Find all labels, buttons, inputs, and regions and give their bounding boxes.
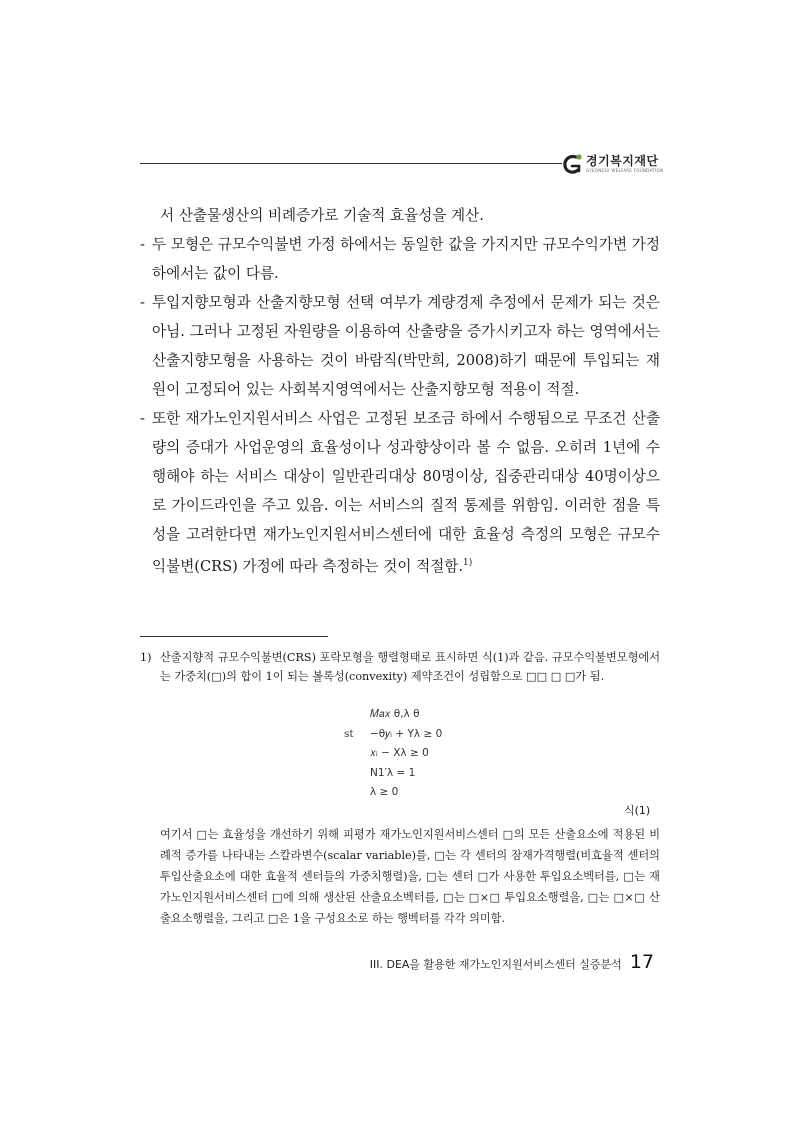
page-footer bbox=[370, 951, 654, 973]
org-name: 경기복지재단 bbox=[586, 153, 659, 168]
equation-label: 식(1) bbox=[624, 804, 651, 817]
bullet-text: 두 모형은 규모수익불변 가정 하에서는 동일한 값을 가지지만 규모수익가변 가정 하에서는 값이 다름. bbox=[152, 236, 660, 282]
formula-line: 𝑥ᵢ − Xλ ≥ 0 bbox=[370, 747, 429, 759]
bullet-text: 또한 재가노인지원서비스 사업은 고정된 보조금 하에서 수행됨으로 무조건 산출량의 증대가 사업운영의 효율성이나 성과향상이라 볼 수 없음. 오히려 1년에 수행해야 하는 서비스 대상이 일반관리대상 80명이상, 집중관리대상 40명이상으로 가이드라인을 주고 있음. 이는 서비스의 질적 통제를 위함임. 이러한 점을 특성을 고려한다면 재가노인지원서비스센터에 대한 효율성 측정의 모형은 규모수익불변(CRS) 가정에 따라 측정하는 것이 적절함. bbox=[152, 410, 660, 575]
footnote bbox=[140, 648, 660, 686]
body-text bbox=[140, 201, 660, 581]
org-sub: GYEONGGI WELFARE FOUNDATION bbox=[586, 167, 664, 173]
formula-line: N1′λ = 1 bbox=[370, 766, 416, 779]
footnote-rule bbox=[140, 636, 328, 637]
foundation-logo-icon bbox=[562, 152, 584, 176]
bullet-item bbox=[140, 230, 660, 288]
formula bbox=[344, 705, 660, 803]
formula-line: 𝑀𝑎𝑥 θ,λ θ bbox=[370, 708, 420, 720]
footnote-number: 1) bbox=[140, 651, 152, 664]
chapter-title: III. DEA을 활용한 재가노인지원서비스센터 실증분석 bbox=[369, 958, 622, 971]
formula-description: 여기서 □는 효율성을 개선하기 위해 피평가 재가노인지원서비스센터 □의 모든 산출요소에 적용된 비례적 증가를 나타내는 스칼라변수(scalar variable)를, □는 각 센터의 잠재가격행렬(비효율적 센터의 투입산출요소에 대한 효율적 센터들의 가중치행렬)을, □는 센터 □가 사용한 투입요소벡터를, □는 재가노인지원서비스센터 □에 의해 생산된 산출요소벡터를, □는 □×□ 투입요소행렬을, □는 □×□ 산출요소행렬을, 그리고 □은 1을 구성요소로 하는 행벡터를 각각 의미함. bbox=[160, 828, 660, 925]
bullet-dash: - bbox=[140, 294, 145, 311]
paragraph: 서 산출물생산의 비례증가로 기술적 효율성을 계산. bbox=[160, 207, 484, 224]
formula-line: st −θ𝑦ᵢ + Yλ ≥ 0 bbox=[344, 727, 443, 740]
bullet-item bbox=[140, 404, 660, 581]
bullet-dash: - bbox=[140, 236, 145, 253]
footnote-ref[interactable]: 1) bbox=[463, 558, 473, 568]
footnote-text: 산출지향적 규모수익불변(CRS) 포락모형을 행렬형태로 표시하면 식(1)과 같음. 규모수익불변모형에서는 가중치(□)의 합이 1이 되는 볼록성(convexity) 제약조건이 성립함으로 □□ □ □가 됨. bbox=[160, 651, 660, 683]
foundation-logo bbox=[562, 150, 663, 178]
page-number: 17 bbox=[629, 951, 654, 973]
bullet-text: 투입지향모형과 산출지향모형 선택 여부가 계량경제 추정에서 문제가 되는 것은 아님. 그러나 고정된 자원량을 이용하여 산출량을 증가시키고자 하는 영역에서는 산출지향모형을 사용하는 것이 바람직(박만희, 2008)하기 때문에 투입되는 재원이 고정되어 있는 사회복지영역에서는 산출지향모형 적용이 적절. bbox=[152, 294, 660, 398]
formula-line: λ ≥ 0 bbox=[370, 786, 399, 798]
header-rule bbox=[140, 163, 562, 164]
bullet-dash: - bbox=[140, 410, 145, 427]
bullet-item bbox=[140, 288, 660, 404]
